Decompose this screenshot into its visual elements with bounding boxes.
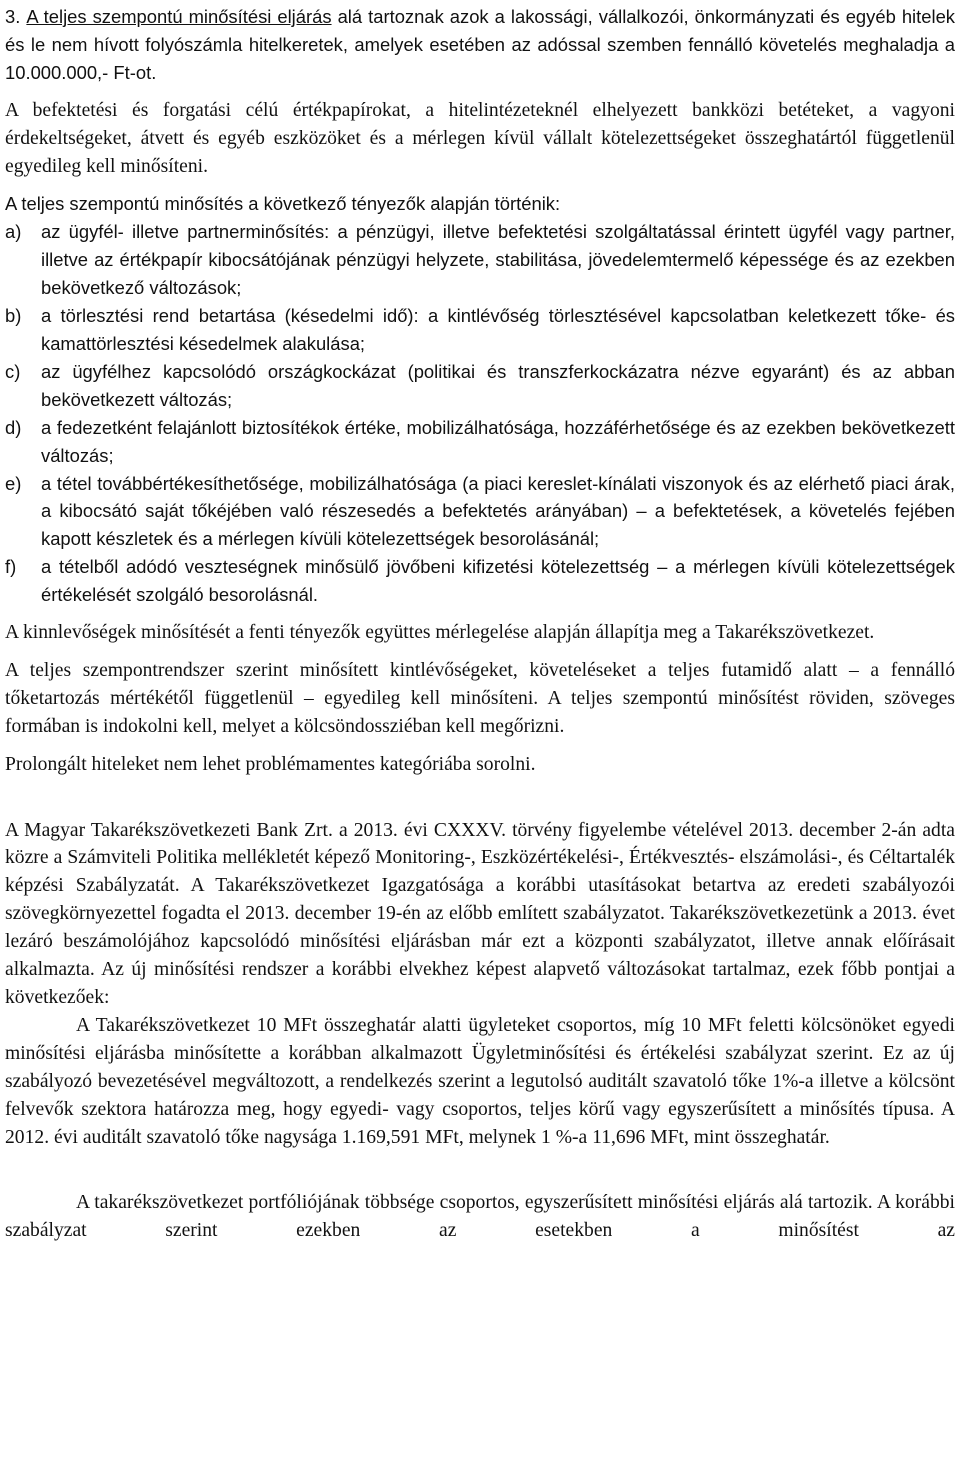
list-item [5,358,955,414]
section-number: 3. [5,6,21,27]
list-item-text: a törlesztési rend betartása (késedelmi idő): a kintlévőség törlesztésével kapcsolatban keletkezett tőke- és kamattörlesztési késedelmek alakulása; [41,305,955,354]
list-item [5,470,955,554]
list-item-text: a tétel továbbértékesíthetősége, mobilizálhatósága (a piaci kereslet-kínálati viszonyok és az elérhető piaci árak, a kibocsátó saját tőkéjében való részesedés a befektetés arányában) – a befektetések, a követelés fejében kapott készletek és a mérlegen kívüli kötelezettségek besorolásánál; [41,472,955,550]
list-item-text: a tételből adódó veszteségnek minősülő jövőbeni kifizetési kötelezettség – a mérlegen kívüli kötelezettségek értékelését szolgáló besorolásnál. [41,556,955,606]
list-item-text: az ügyfélhez kapcsolódó országkockázat (politikai és transzferkockázatra nézve egyaránt) és az abban bekövetkezett változás; [41,360,955,410]
paragraph-full-term: A teljes szempontrendszer szerint minősített kintlévőségeket, követeléseket a teljes futamidő alatt – a fennálló tőketartozás mértékétől függetlenül – egyedileg kell minősíteni. A teljes szempontú minősítést röviden, szöveges formában is indokolni kell, melyet a kölcsöndossziéban kell megőrizni. [5,659,955,737]
factor-list [5,218,955,609]
list-item [5,553,955,609]
list-item-label: d) [5,416,22,438]
list-item-label: f) [5,556,17,578]
list-item [5,302,955,358]
paragraph-scope-text: alá tartoznak azok a lakossági, vállalkozói, önkormányzati és egyéb hitelek és le nem hívott folyószámla hitelkeretek, amelyek esetében az adóssal szemben fennálló követelés meghaladja a 10.000.000,- Ft-ot. [5,6,955,83]
paragraph-new-regulation: A Magyar Takarékszövetkezeti Bank Zrt. a 2013. évi CXXXV. törvény figyelembe vételével 2013. december 2-án adta közre a Számviteli Politika mellékletét képező Monitoring-, Eszközértékelési-, Értékvesztés- elszámolási-, és Céltartalék képzési Szabályzatát. A Takarékszövetkezet Igazgatósága a korábbi utasításokat betartva az eredeti szabályozói szövegkörnyezettel fogadta el 2013. december 19-én az előbb említett szabályzatot. Takarékszövetkezetünk a 2013. évet lezáró beszámolójához kapcsolódó minősítési eljárásban már ezt a központi szabályzatot, illetve annak előírásait alkalmazta. Az új minősítési rendszer a korábbi elvekhez képest alapvető változásokat tartalmaz, ezek főbb pontjai a következőek: [5,819,955,1008]
paragraph-individual-rating: A befektetési és forgatási célú értékpapírokat, a hitelintézeteknél elhelyezett bankközi betéteket, a vagyoni érdekeltségeket, átvett és egyéb eszközöket és a mérlegen kívül vállalt kötelezettségeket összeghatártól függetlenül egyedileg kell minősíteni. [5,99,955,177]
document-page [5,3,955,1245]
paragraph-prolonged-loans: Prolongált hiteleket nem lehet problémamentes kategóriába sorolni. [5,753,536,775]
paragraph-scope [5,3,955,87]
list-item-text: az ügyfél- illetve partnerminősítés: a pénzügyi, illetve befektetési szolgáltatással érintett ügyfél vagy partner, illetve az értékpapír kibocsátójának pénzügyi helyzete, stabilitása, jövedelemtermelő képessége és az ezekben bekövetkező változások; [41,221,955,299]
list-item-label: c) [5,360,21,382]
list-item-label: b) [5,305,22,327]
paragraph-assessment: A kinnlevőségek minősítését a fenti tényezők együttes mérlegelése alapján állapítja meg a Takarékszövetkezet. [5,622,875,644]
list-item [5,218,955,302]
paragraph-threshold: A Takarékszövetkezet 10 MFt összeghatár alatti ügyleteket csoportos, míg 10 MFt feletti kölcsönöket egyedi minősítési eljárásba minősítette a korábban alkalmazott Ügyletminősítési és értékelési szabályzat szerint. Ez az új szabályozó bevezetésével megváltozott, a rendelkezés szerint a legutolsó auditált szavatoló tőke 1%-a illetve a kölcsönt felvevők szektora határozza meg, hogy egyedi- vagy csoportos, teljes körű vagy egyszerűsített a minősítés típusa. A 2012. évi auditált szavatoló tőke nagysága 1.169,591 MFt, melynek 1 %-a 11,696 MFt, mint összeghatár. [5,1014,955,1148]
paragraph-portfolio: A takarékszövetkezet portfóliójának többsége csoportos, egyszerűsített minősítési eljárás alá tartozik. A korábbi szabályzat szerint ezekben az esetekben a minősítést az [5,1192,955,1242]
paragraph-factors-intro: A teljes szempontú minősítés a következő tényezők alapján történik: [5,193,561,215]
list-item-label: e) [5,472,22,494]
list-item-text: a fedezetként felajánlott biztosítékok értéke, mobilizálhatósága, hozzáférhetősége és az ezekben bekövetkezett változás; [41,416,955,466]
list-item-label: a) [5,221,22,243]
section-title-underlined: A teljes szempontú minősítési eljárás [26,6,332,27]
list-item [5,414,955,470]
